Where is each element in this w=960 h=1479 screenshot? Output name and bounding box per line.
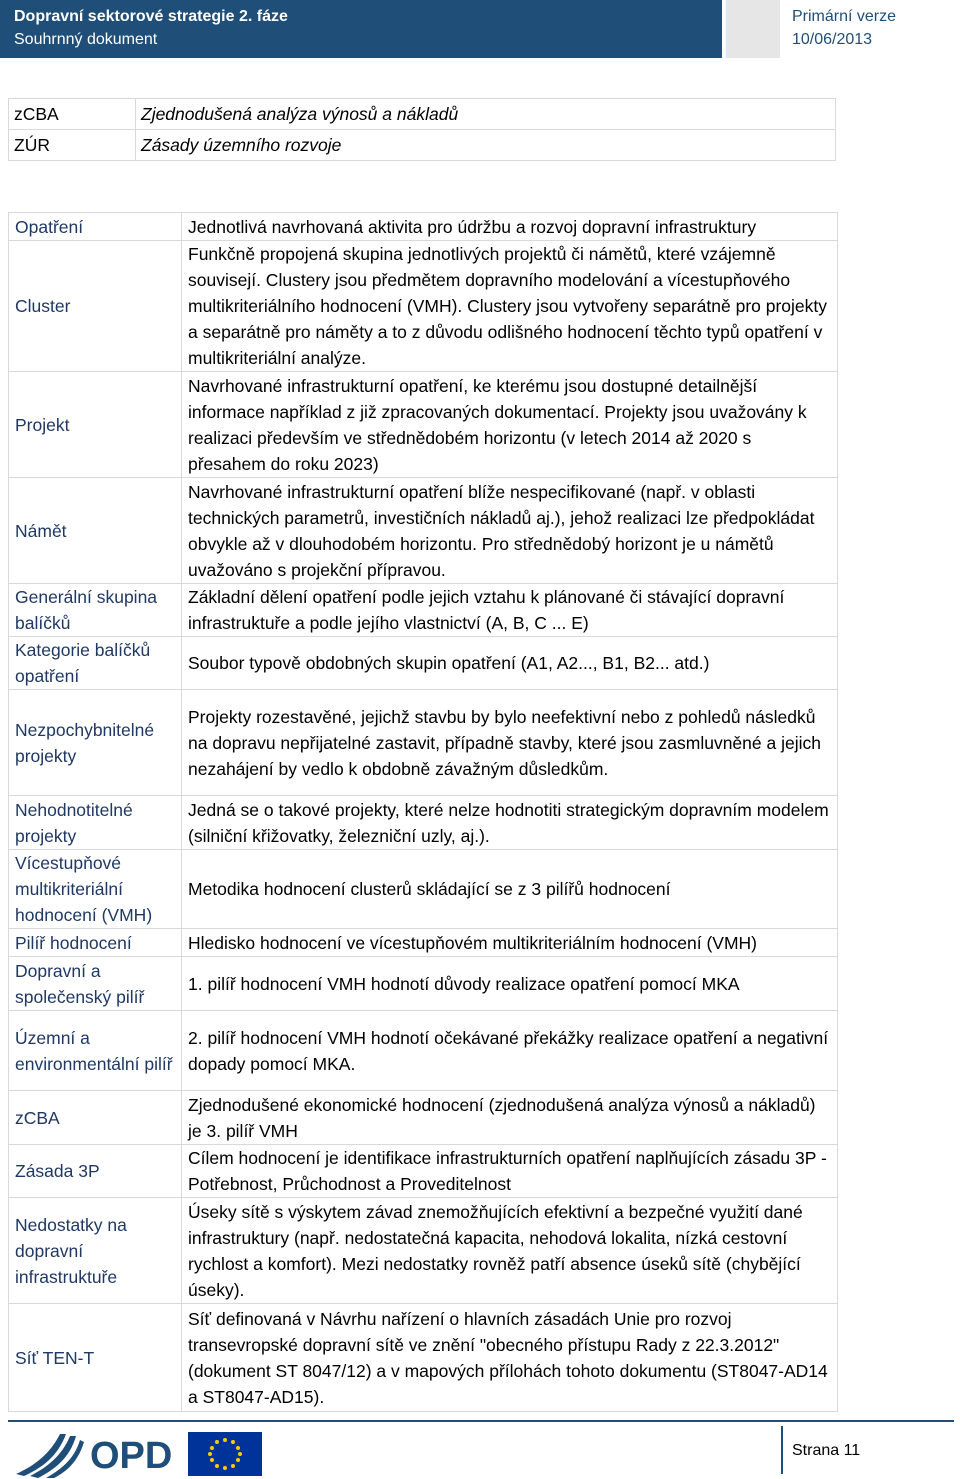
document-subtitle: Souhrnný dokument [14, 31, 158, 48]
glossary-definition: Cílem hodnocení je identifikace infrastrukturních opatření naplňujících zásadu 3P - Potřebnost, Průchodnost a Proveditelnost [182, 1145, 838, 1198]
glossary-term: Síť TEN-T [9, 1304, 182, 1412]
glossary-definition: Jednotlivá navrhovaná aktivita pro údržbu a rozvoj dopravní infrastruktury [182, 213, 838, 241]
table-row [9, 1198, 838, 1304]
document-version: Primární verze [792, 8, 897, 25]
table-row [9, 957, 838, 1011]
document-date: 10/06/2013 [792, 31, 873, 48]
table-row [9, 584, 838, 637]
abbreviation-key: ZÚR [9, 130, 136, 161]
footer-divider [8, 1420, 954, 1422]
glossary-term: Projekt [9, 372, 182, 478]
glossary-term: Vícestupňové multikriteriální hodnocení (VMH) [9, 850, 182, 929]
table-row [9, 796, 838, 850]
glossary-definition: 2. pilíř hodnocení VMH hodnotí očekávané překážky realizace opatření a negativní dopady pomocí MKA. [182, 1011, 838, 1091]
table-row [9, 241, 838, 372]
page-header [0, 0, 960, 58]
page-number-divider [781, 1426, 783, 1474]
table-row [9, 478, 838, 584]
glossary-term: Nedostatky na dopravní infrastruktuře [9, 1198, 182, 1304]
glossary-term: Nehodnotitelné projekty [9, 796, 182, 850]
glossary-definition: Metodika hodnocení clusterů skládající se z 3 pilířů hodnocení [182, 850, 838, 929]
table-row [9, 1145, 838, 1198]
glossary-term: Námět [9, 478, 182, 584]
glossary-term: Opatření [9, 213, 182, 241]
glossary-term: Pilíř hodnocení [9, 929, 182, 957]
glossary-definition: Jedná se o takové projekty, které nelze hodnotiti strategickým dopravním modelem (silniční křižovatky, železniční uzly, aj.). [182, 796, 838, 850]
glossary-definition: Soubor typově obdobných skupin opatření (A1, A2..., B1, B2... atd.) [182, 637, 838, 690]
abbreviation-value: Zásady územního rozvoje [136, 130, 836, 161]
glossary-term: Územní a environmentální pilíř [9, 1011, 182, 1091]
glossary-term: Dopravní a společenský pilíř [9, 957, 182, 1011]
glossary-definition: Síť definovaná v Návrhu nařízení o hlavních zásadách Unie pro rozvoj transevropské dopravní sítě ve znění "obecného přístupu Rady z 22.3.2012" (dokument ST 8047/12) a v mapových přílohách tohoto dokumentu (ST8047-AD14 a ST8047-AD15). [182, 1304, 838, 1412]
eu-flag-icon [188, 1432, 262, 1476]
table-row [9, 1304, 838, 1412]
opd-emblem-icon [16, 1434, 84, 1478]
logo-text: OPD [90, 1435, 173, 1477]
glossary-term: Zásada 3P [9, 1145, 182, 1198]
table-row [9, 637, 838, 690]
glossary-definition: Navrhované infrastrukturní opatření, ke kterému jsou dostupné detailnější informace například z již zpracovaných dokumentací. Projekty jsou uvažovány k realizaci především ve střednědobém horizontu (v letech 2014 až 2020 s přesahem do roku 2023) [182, 372, 838, 478]
glossary-definition: Projekty rozestavěné, jejichž stavbu by bylo neefektivní nebo z pohledů následků na dopravu nepřijatelné zastavit, případně stavby, které jsou zasmluvněné a jejich nezahájení by vedlo k obdobně závažným důsledkům. [182, 690, 838, 796]
document-title: Dopravní sektorové strategie 2. fáze [14, 8, 288, 25]
abbreviation-key: zCBA [9, 99, 136, 130]
glossary-term: Cluster [9, 241, 182, 372]
opd-logo [12, 1426, 272, 1478]
glossary-definition: Základní dělení opatření podle jejich vztahu k plánované či stávající dopravní infrastruktuře a podle jejího vlastnictví (A, B, C ... E) [182, 584, 838, 637]
table-row [9, 213, 838, 241]
table-row [9, 130, 836, 161]
table-row [9, 929, 838, 957]
abbreviations-table [8, 98, 836, 161]
glossary-term: Generální skupina balíčků [9, 584, 182, 637]
table-row [9, 1091, 838, 1145]
glossary-definition: Úseky sítě s výskytem závad znemožňujících efektivní a bezpečné využití dané infrastruktury (např. nedostatečná kapacita, nehodová lokalita, nízká cestovní rychlost a komfort). Mezi nedostatky rovněž patří absence úseků sítě (chybějící úseky). [182, 1198, 838, 1304]
abbreviation-value: Zjednodušená analýza výnosů a nákladů [136, 99, 836, 130]
table-row [9, 1011, 838, 1091]
table-row [9, 99, 836, 130]
glossary-table [8, 212, 838, 1412]
table-row [9, 850, 838, 929]
header-accent-square [726, 0, 780, 58]
glossary-definition: 1. pilíř hodnocení VMH hodnotí důvody realizace opatření pomocí MKA [182, 957, 838, 1011]
glossary-definition: Zjednodušené ekonomické hodnocení (zjednodušená analýza výnosů a nákladů) je 3. pilíř VMH [182, 1091, 838, 1145]
table-row [9, 372, 838, 478]
glossary-term: zCBA [9, 1091, 182, 1145]
glossary-definition: Navrhované infrastrukturní opatření blíže nespecifikované (např. v oblasti technických parametrů, investičních nákladů aj.), jehož realizaci lze předpokládat obvykle až v dlouhodobém horizontu. Pro střednědobý horizont je u námětů uvažováno s projekční přípravou. [182, 478, 838, 584]
glossary-term: Kategorie balíčků opatření [9, 637, 182, 690]
page-number: Strana 11 [792, 1442, 861, 1459]
glossary-term: Nezpochybnitelné projekty [9, 690, 182, 796]
glossary-definition: Hledisko hodnocení ve vícestupňovém multikriteriálním hodnocení (VMH) [182, 929, 838, 957]
glossary-definition: Funkčně propojená skupina jednotlivých projektů či námětů, které vzájemně souvisejí. Clustery jsou předmětem dopravního modelování a vícestupňového multikriteriálního hodnocení (VMH). Clustery jsou vytvořeny separátně pro projekty a separátně pro náměty a to z důvodu odlišného hodnocení těchto typů opatření v multikriteriální analýze. [182, 241, 838, 372]
table-row [9, 690, 838, 796]
